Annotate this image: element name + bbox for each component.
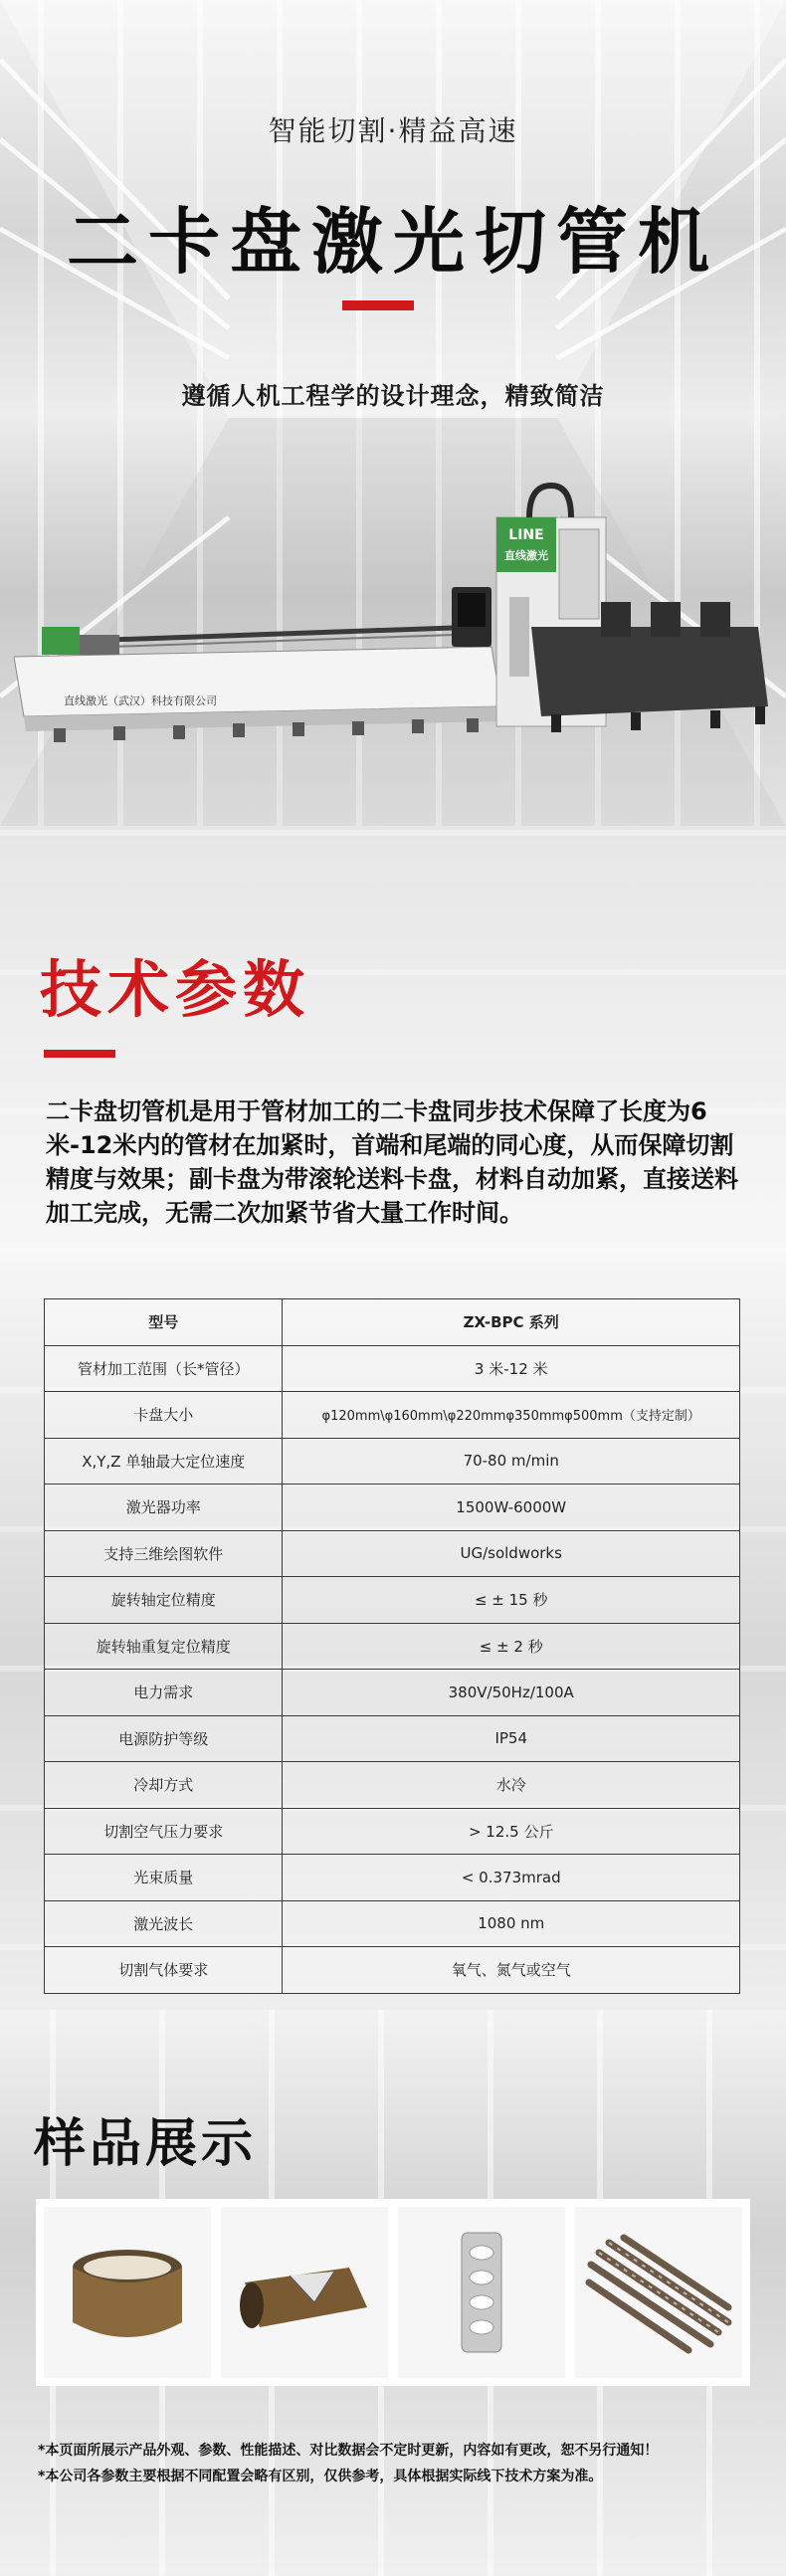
spec-key: 支持三维绘图软件 xyxy=(45,1530,283,1577)
spec-value: ≤ ± 2 秒 xyxy=(283,1623,740,1670)
samples-title: 样品展示 xyxy=(34,2114,258,2174)
samples-section xyxy=(0,2010,786,2576)
spec-value: IP54 xyxy=(283,1715,740,1762)
cut-pipe-sample-icon xyxy=(53,2228,202,2357)
spec-value: 1500W-6000W xyxy=(283,1485,740,1531)
spec-value: > 12.5 公斤 xyxy=(283,1808,740,1855)
title-accent-bar xyxy=(342,300,414,310)
spec-value: < 0.373mrad xyxy=(283,1855,740,1901)
table-row xyxy=(45,1715,740,1762)
disclaimer-line: *本页面所展示产品外观、参数、性能描述、对比数据会不定时更新，内容如有更改，恕不另行通知！ xyxy=(38,2443,659,2459)
spec-value: ≤ ± 15 秒 xyxy=(283,1577,740,1624)
spec-value: 氧气、氮气或空气 xyxy=(283,1947,740,1994)
spec-value: 70-80 m/min xyxy=(283,1438,740,1485)
sample-card xyxy=(44,2207,211,2378)
spec-key: 激光波长 xyxy=(45,1900,283,1947)
specs-title: 技术参数 xyxy=(40,953,311,1026)
spec-key: 管材加工范围（长*管径） xyxy=(45,1345,283,1392)
page-title: 二卡盘激光切管机 xyxy=(66,200,719,284)
table-row xyxy=(45,1530,740,1577)
table-row xyxy=(45,1947,740,1994)
spec-value: 380V/50Hz/100A xyxy=(283,1670,740,1716)
machine-side-label: 直线激光（武汉）科技有限公司 xyxy=(64,694,217,707)
sample-card xyxy=(398,2207,565,2378)
disclaimer-line: *本公司各参数主要根据不同配置会略有区别，仅供参考，具体根据实际线下技术方案为准。 xyxy=(38,2469,603,2484)
spec-value: UG/soldworks xyxy=(283,1530,740,1577)
sample-card xyxy=(221,2207,388,2378)
table-row xyxy=(45,1392,740,1439)
machine-badge-top: LINE xyxy=(508,527,544,543)
spec-table-header xyxy=(45,1299,740,1346)
spec-key: 电力需求 xyxy=(45,1670,283,1716)
table-row xyxy=(45,1577,740,1624)
table-row xyxy=(45,1900,740,1947)
table-row xyxy=(45,1762,740,1809)
spec-value: ZX-BPC 系列 xyxy=(283,1299,740,1346)
table-row xyxy=(45,1345,740,1392)
angled-pipe-sample-icon xyxy=(230,2228,379,2357)
specs-intro: 二卡盘切管机是用于管材加工的二卡盘同步技术保障了长度为6米-12米内的管材在加紧时，首端和尾端的同心度，从而保障切割精度与效果；副卡盘为带滚轮送料卡盘，材料自动加紧，直接送料加工完成，无需二次加紧节省大量工作时间。 xyxy=(46,1097,738,1227)
spec-table xyxy=(44,1298,740,1994)
spec-key: 激光器功率 xyxy=(45,1485,283,1531)
table-row xyxy=(45,1855,740,1901)
spec-key: 型号 xyxy=(45,1299,283,1346)
spec-key: 卡盘大小 xyxy=(45,1392,283,1439)
sample-gallery xyxy=(36,2199,750,2386)
sample-card xyxy=(575,2207,742,2378)
disclaimer-notes xyxy=(38,2438,754,2489)
spec-value: φ120mm\φ160mm\φ220mmφ350mmφ500mm（支持定制） xyxy=(283,1392,740,1439)
table-row xyxy=(45,1808,740,1855)
table-row xyxy=(45,1623,740,1670)
hero-section xyxy=(0,0,786,826)
specs-section xyxy=(0,826,786,2010)
laser-tube-cutter-illustration xyxy=(14,478,770,766)
hero-subtitle: 智能切割·精益高速 xyxy=(268,114,518,147)
pipe-bundle-sample-icon xyxy=(579,2223,738,2362)
perforated-tube-sample-icon xyxy=(407,2223,556,2362)
spec-key: 切割气体要求 xyxy=(45,1947,283,1994)
machine-badge-bottom: 直线激光 xyxy=(504,549,548,562)
spec-value: 水冷 xyxy=(283,1762,740,1809)
table-row xyxy=(45,1438,740,1485)
spec-key: 冷却方式 xyxy=(45,1762,283,1809)
spec-key: 旋转轴定位精度 xyxy=(45,1577,283,1624)
specs-accent-bar xyxy=(44,1050,115,1058)
spec-key: 光束质量 xyxy=(45,1855,283,1901)
table-row xyxy=(45,1485,740,1531)
spec-value: 3 米-12 米 xyxy=(283,1345,740,1392)
spec-key: 切割空气压力要求 xyxy=(45,1808,283,1855)
spec-key: 旋转轴重复定位精度 xyxy=(45,1623,283,1670)
hero-tagline: 遵循人机工程学的设计理念，精致简洁 xyxy=(181,382,605,410)
spec-value: 1080 nm xyxy=(283,1900,740,1947)
table-row xyxy=(45,1670,740,1716)
spec-key: 电源防护等级 xyxy=(45,1715,283,1762)
spec-key: X,Y,Z 单轴最大定位速度 xyxy=(45,1438,283,1485)
